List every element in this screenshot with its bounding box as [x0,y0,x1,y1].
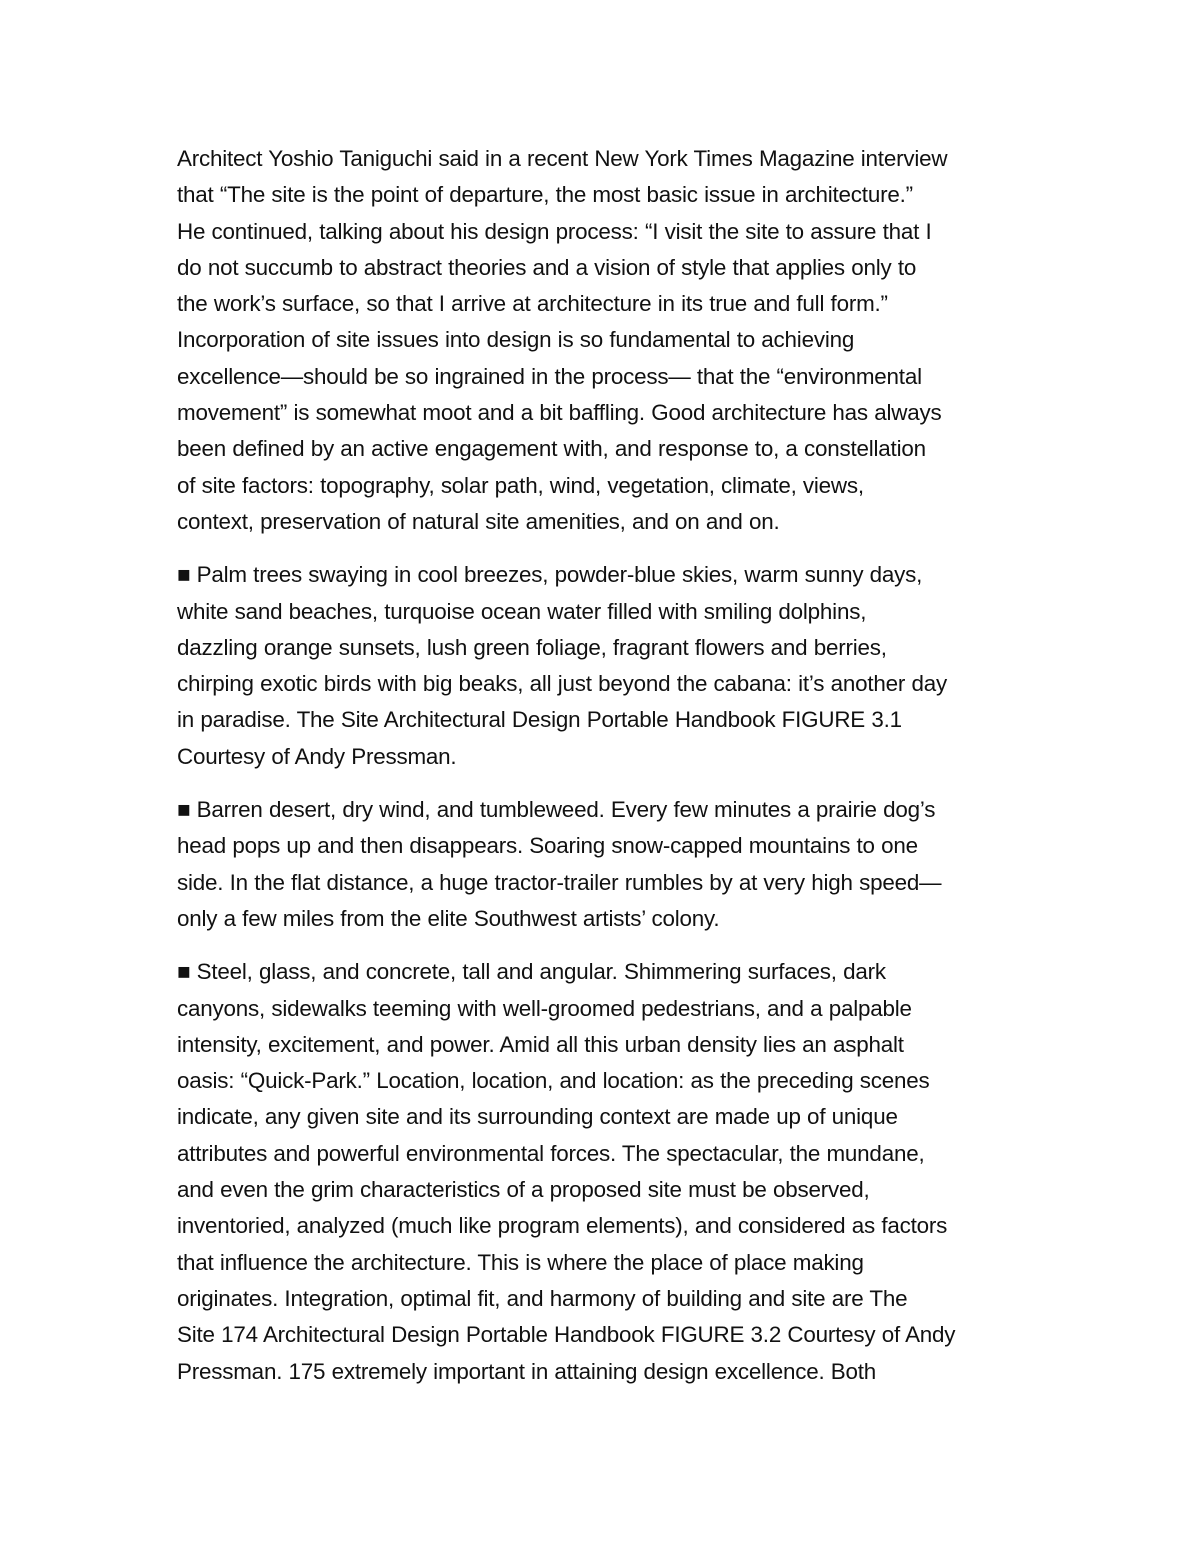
text-line: excellence—should be so ingrained in the process— that the “environmental [177,363,922,389]
paragraph-palm-trees [177,557,1067,775]
text-line: inventoried, analyzed (much like program elements), and considered as factors [177,1213,948,1239]
text-line: only a few miles from the elite Southwest artists’ colony. [177,905,720,931]
text-line: dazzling orange sunsets, lush green foliage, fragrant flowers and berries, [177,634,887,660]
paragraph-desert [177,792,1067,937]
text-line: Architect Yoshio Taniguchi said in a recent New York Times Magazine interview [177,146,948,171]
text-line: context, preservation of natural site amenities, and on and on. [177,508,780,534]
text-line: originates. Integration, optimal fit, and harmony of building and site are The [177,1285,908,1311]
text-line: the work’s surface, so that I arrive at architecture in its true and full form.” [177,291,888,317]
text-line: head pops up and then disappears. Soaring snow-capped mountains to one [177,833,918,859]
paragraph-taniguchi [177,141,1067,540]
text-line: ■ Palm trees swaying in cool breezes, powder-blue skies, warm sunny days, [177,562,923,588]
text-line: Pressman. 175 extremely important in attaining design excellence. Both [177,1358,877,1384]
text-line: movement” is somewhat moot and a bit baffling. Good architecture has always [177,400,942,426]
text-line: of site factors: topography, solar path, wind, vegetation, climate, views, [177,472,864,498]
document-body [177,141,1067,1407]
text-line: in paradise. The Site Architectural Design Portable Handbook FIGURE 3.1 [177,707,902,733]
text-line: attributes and powerful environmental forces. The spectacular, the mundane, [177,1140,925,1166]
text-line: Courtesy of Andy Pressman. [177,743,457,769]
paragraph-urban [177,954,1067,1390]
text-line: chirping exotic birds with big beaks, all just beyond the cabana: it’s another day [177,671,947,697]
text-line: that influence the architecture. This is where the place of place making [177,1249,864,1275]
text-line: Incorporation of site issues into design is so fundamental to achieving [177,327,855,353]
text-line: that “The site is the point of departure, the most basic issue in architecture.” [177,182,913,208]
text-line: side. In the flat distance, a huge tractor-trailer rumbles by at very high speed— [177,869,942,895]
text-line: indicate, any given site and its surrounding context are made up of unique [177,1104,898,1130]
text-line: oasis: “Quick-Park.” Location, location, and location: as the preceding scenes [177,1068,930,1094]
text-line: do not succumb to abstract theories and a vision of style that applies only to [177,254,917,280]
text-line: canyons, sidewalks teeming with well-groomed pedestrians, and a palpable [177,995,912,1021]
text-line: ■ Barren desert, dry wind, and tumbleweed. Every few minutes a prairie dog’s [177,797,936,823]
text-line: been defined by an active engagement with, and response to, a constellation [177,436,926,462]
text-line: ■ Steel, glass, and concrete, tall and angular. Shimmering surfaces, dark [177,959,886,985]
text-line: white sand beaches, turquoise ocean water filled with smiling dolphins, [177,598,867,624]
text-line: He continued, talking about his design process: “I visit the site to assure that I [177,218,932,244]
text-line: Site 174 Architectural Design Portable Handbook FIGURE 3.2 Courtesy of Andy [177,1322,956,1348]
text-line: intensity, excitement, and power. Amid all this urban density lies an asphalt [177,1031,904,1057]
text-line: and even the grim characteristics of a proposed site must be observed, [177,1177,870,1203]
